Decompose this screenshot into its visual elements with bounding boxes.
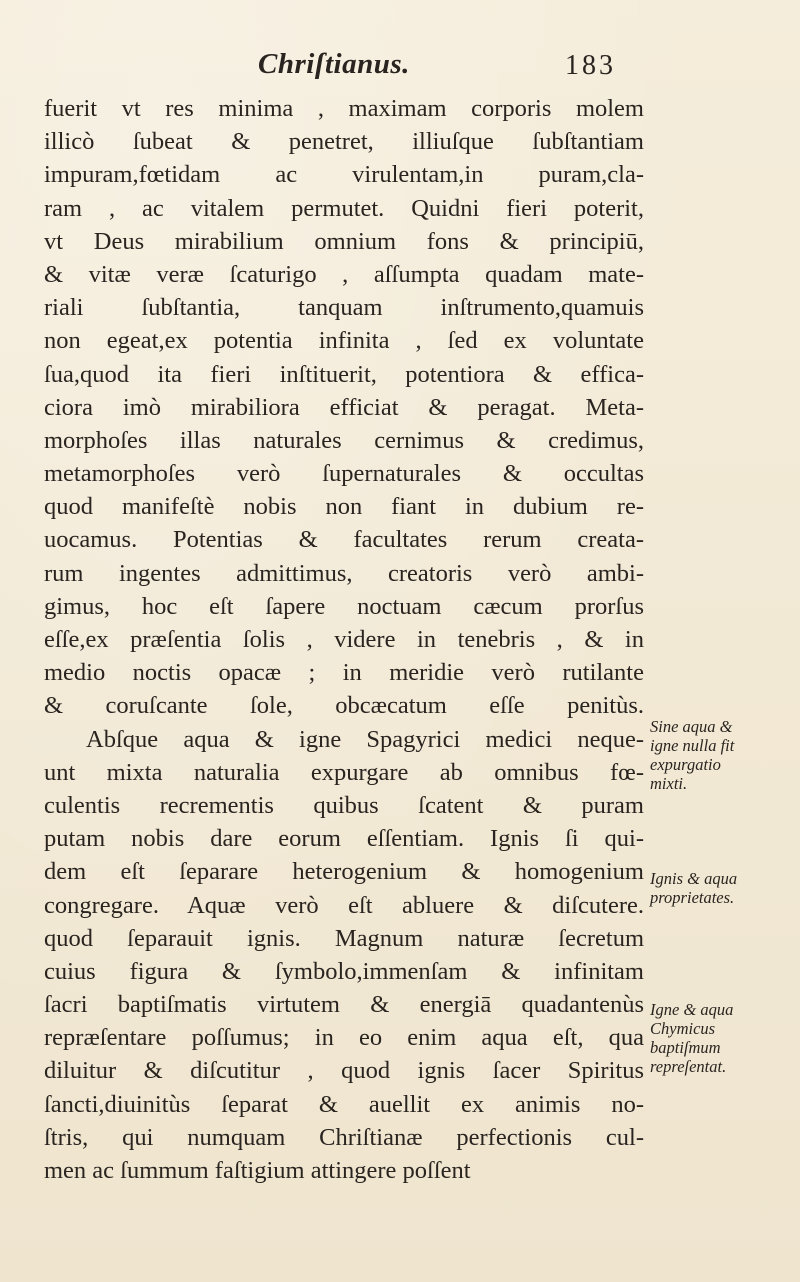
margin-note-line: baptiſmum [650,1038,721,1057]
text-line: morphoſes illas naturales cernimus & credimus, [44,426,644,454]
text-line: ſua,quod ita fieri inſtituerit, potentiora & effica- [44,360,644,388]
text-line: metamorphoſes verò ſupernaturales & occultas [44,460,644,488]
text-line: fuerit vt res minima , maximam corporis molem [44,95,644,122]
margin-note-line: expurgatio [650,755,721,774]
text-line: ſancti,diuinitùs ſeparat & auellit ex animis no- [44,1090,644,1118]
text-line: ſtris, qui numquam Chriſtianæ perfectionis cul- [44,1123,644,1151]
margin-note-line: Igne & aqua [650,1000,734,1019]
text-line: quod ſeparauit ignis. Magnum naturæ ſecretum [44,924,644,952]
text-line: cuius figura & ſymbolo,immenſam & infinitam [44,957,644,985]
margin-note-line: repreſentat. [650,1057,727,1076]
page-number: 183 [565,50,616,81]
text-line: eſſe,ex præſentia ſolis , videre in tenebris , & in [44,626,644,653]
text-line: ſacri baptiſmatis virtutem & energiā quadantenùs [44,991,644,1019]
text-line: ciora imò mirabiliora efficiat & peragat. Meta- [44,393,644,421]
margin-note [650,717,798,793]
text-line: gimus, hoc eſt ſapere noctuam cæcum prorſus [44,592,644,620]
margin-note [650,1000,798,1076]
text-line: repræſentare poſſumus; in eo enim aqua eſt, qua [44,1024,644,1052]
text-line: quod manifeſtè nobis non fiant in dubium re- [44,493,644,521]
text-line: illicò ſubeat & penetret, illiuſque ſubſtantiam [44,128,644,156]
text-line: impuram,fœtidam ac virulentam,in puram,cla- [44,161,644,189]
text-line: medio noctis opacæ ; in meridie verò rutilante [44,659,644,687]
body-text [44,92,644,1187]
text-line: riali ſubſtantia, tanquam inſtrumento,quamuis [44,294,644,322]
text-line: uocamus. Potentias & facultates rerum creata- [44,526,644,554]
text-line: ram , ac vitalem permutet. Quidni fieri poterit, [44,194,644,222]
text-line: unt mixta naturalia expurgare ab omnibus fœ- [44,758,644,786]
text-line: men ac ſummum faſtigium attingere poſſent [44,1157,471,1184]
text-line: vt Deus mirabilium omnium fons & principiū, [44,227,644,255]
margin-note-line: igne nulla fit [650,736,735,755]
margin-note-line: Ignis & aqua [650,869,738,888]
running-title: Chriſtianus. [258,48,410,80]
text-line: & coruſcante ſole, obcæcatum eſſe penitùs. [44,692,644,720]
text-line: dem eſt ſeparare heterogenium & homogenium [44,858,644,886]
page-header [0,48,800,88]
margin-note-line: Sine aqua & [650,717,733,736]
text-line: putam nobis dare eorum eſſentiam. Ignis ſi qui- [44,825,644,853]
text-line: diluitur & diſcutitur , quod ignis ſacer Spiritus [44,1057,644,1085]
margin-note-line: proprietates. [650,888,735,907]
margin-note [650,869,798,907]
text-line: culentis recrementis quibus ſcatent & puram [44,791,644,819]
margin-note-line: Chymicus [650,1019,716,1038]
margin-note-line: mixti. [650,774,688,793]
text-line: non egeat,ex potentia infinita , ſed ex voluntate [44,327,644,355]
text-line: & vitæ veræ ſcaturigo , aſſumpta quadam mate- [44,260,644,288]
text-line: rum ingentes admittimus, creatoris verò ambi- [44,559,644,587]
text-line: Abſque aqua & igne Spagyrici medici neque- [86,725,644,753]
text-line: congregare. Aquæ verò eſt abluere & diſcutere. [44,891,644,919]
